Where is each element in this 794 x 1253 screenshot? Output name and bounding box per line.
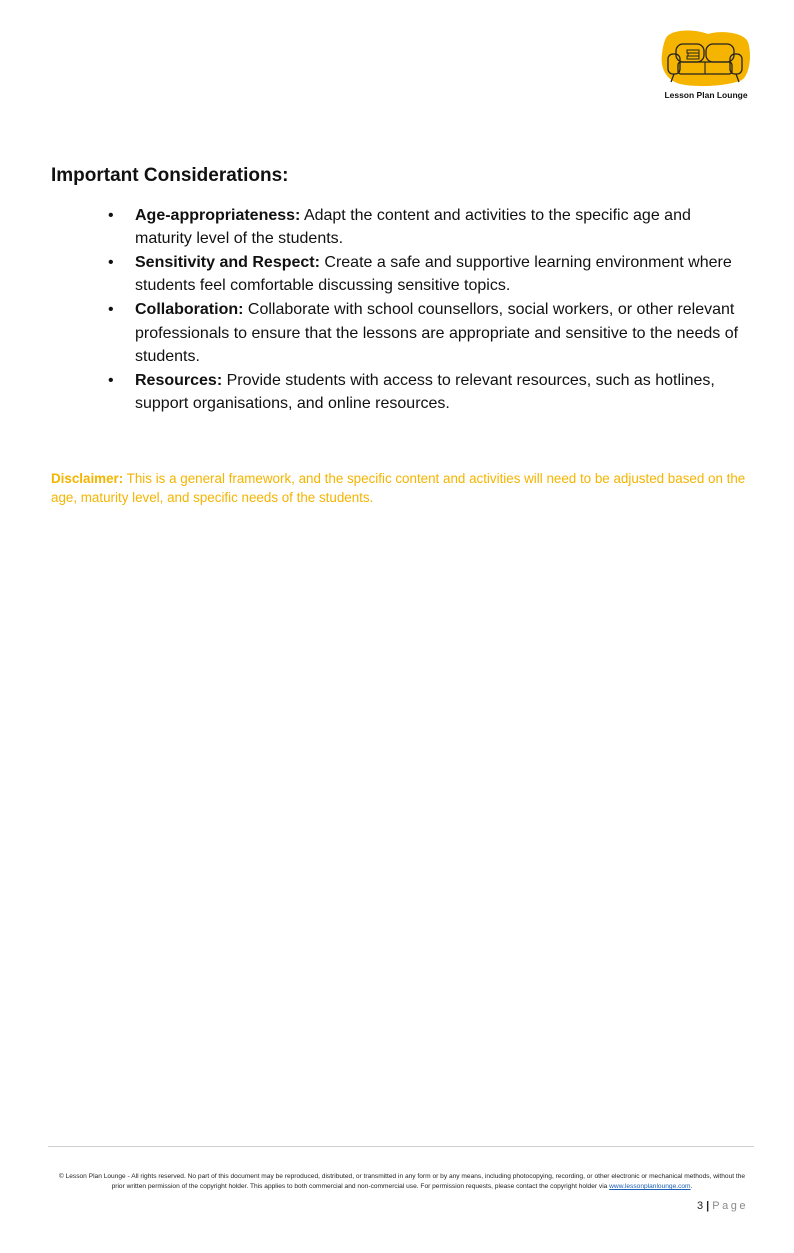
disclaimer-text: This is a general framework, and the specific content and activities will need to be adjusted based on the age, maturity level, and specific needs of the students.: [51, 471, 746, 506]
item-term: Collaboration:: [135, 301, 244, 319]
bullet: •: [108, 301, 114, 319]
item-text: Provide students with access to relevant resources, such as hotlines, support organisations, and online resources.: [135, 371, 715, 413]
item-term: Age-appropriateness:: [135, 207, 301, 224]
disclaimer-label: Disclaimer:: [51, 471, 124, 487]
list-item: [108, 204, 748, 251]
page-number: [697, 1200, 748, 1212]
considerations-list: [108, 204, 748, 416]
sofa-icon: [658, 28, 754, 90]
logo: [658, 28, 754, 104]
page-word: Page: [712, 1200, 748, 1212]
list-item: [108, 298, 748, 368]
website-link[interactable]: www.lessonplanlounge.com: [609, 1183, 691, 1190]
page-number-value: 3: [696, 1200, 704, 1212]
copyright-notice: [52, 1172, 752, 1192]
item-text: Adapt the content and activities to the specific age and maturity level of the students.: [135, 207, 691, 248]
page-separator: |: [706, 1200, 710, 1212]
list-item: [108, 251, 748, 298]
item-term: Sensitivity and Respect:: [135, 254, 320, 272]
copyright-text: © Lesson Plan Lounge - All rights reserved. No part of this document may be reproduced, distributed, or transmitted in any form or by any means, including photocopying, recording, or other electronic or mechanical methods, without the prior written permission of the copyright holder. This applies to both commercial and non-commercial use. For permission requests, please contact the copyright holder via: [58, 1173, 746, 1190]
item-text: Collaborate with school counsellors, social workers, or other relevant professionals to ensure that the lessons are appropriate and sensitive to the needs of students.: [135, 301, 739, 365]
item-term: Resources:: [135, 371, 223, 389]
bullet: •: [108, 254, 114, 272]
section-heading: Important Considerations:: [51, 165, 289, 186]
bullet: •: [108, 207, 114, 224]
bullet: •: [108, 371, 114, 389]
item-text: Create a safe and supportive learning environment where students feel comfortable discussing sensitive topics.: [135, 254, 732, 295]
logo-text: Lesson Plan Lounge: [664, 90, 748, 100]
footer-divider: [48, 1146, 754, 1147]
disclaimer: [51, 469, 751, 507]
copyright-suffix: .: [690, 1183, 693, 1190]
list-item: [108, 369, 748, 416]
